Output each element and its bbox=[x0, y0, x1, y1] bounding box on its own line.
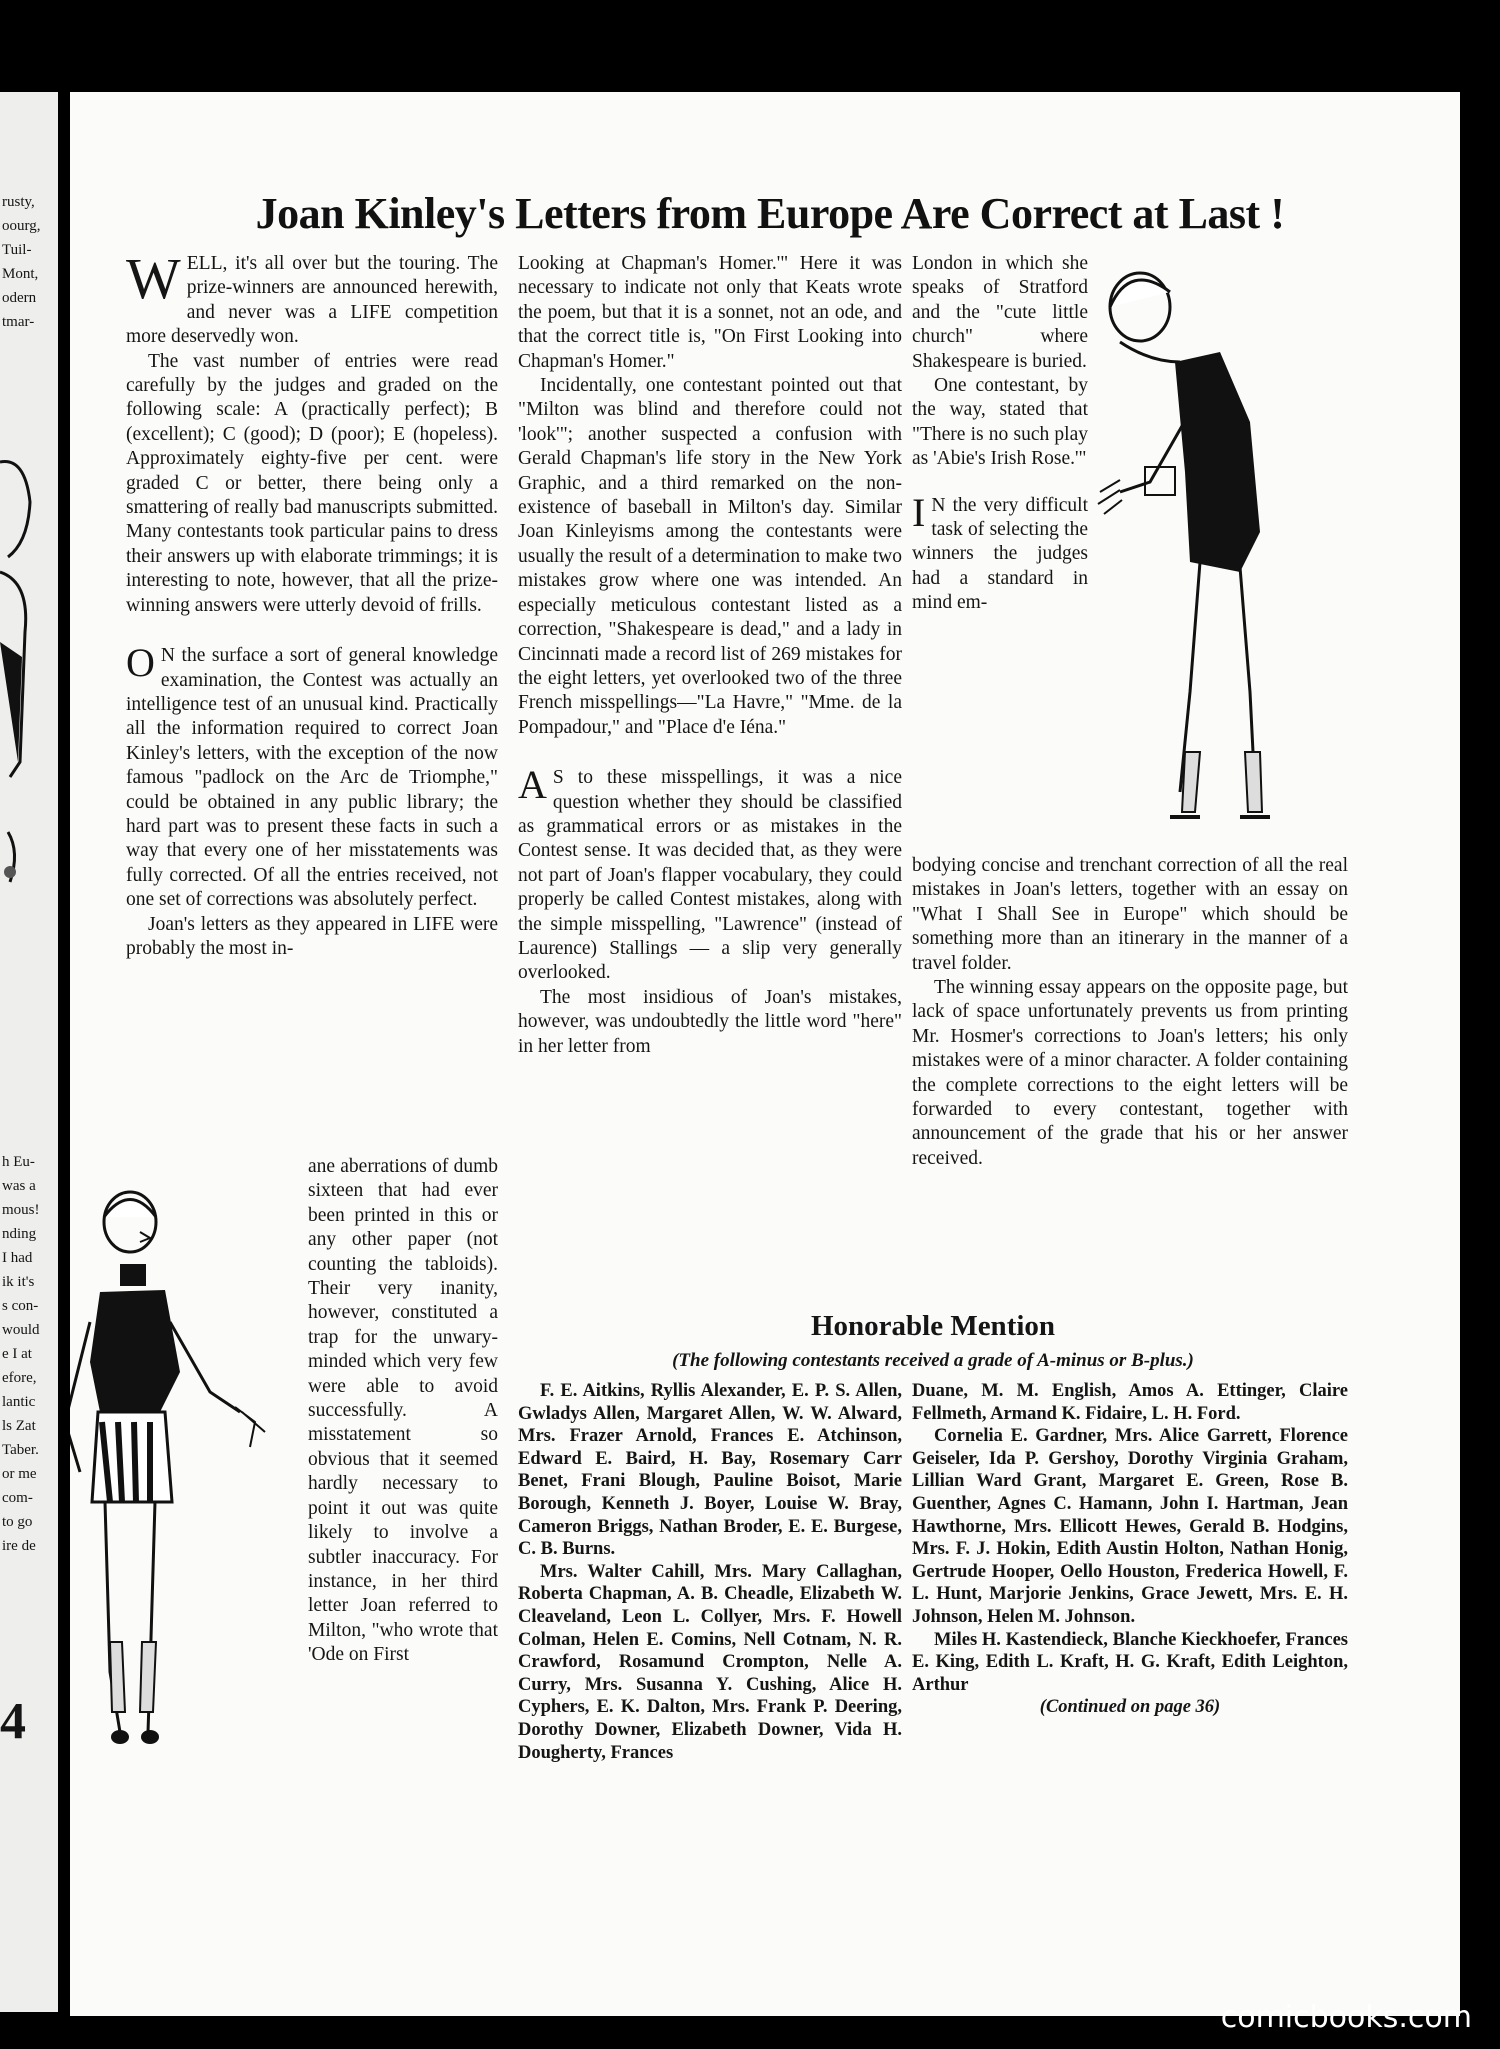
facing-page-edge bbox=[0, 92, 58, 2012]
article-column-3 bbox=[912, 252, 1088, 616]
article-paragraph: Joan's letters as they appeared in LIFE were probably the most in- bbox=[126, 913, 498, 959]
article-column-1 bbox=[126, 246, 498, 961]
drop-cap: W bbox=[126, 246, 181, 311]
facing-page-fragment: com- bbox=[2, 1490, 33, 1506]
facing-page-fragment: nding bbox=[2, 1226, 37, 1242]
article-paragraph: I N the very difficult task of selecting the winners the judges had a standard in mind em- bbox=[912, 489, 1088, 614]
facing-page-fragment: s con- bbox=[2, 1298, 39, 1314]
facing-page-fragment: mous! bbox=[2, 1202, 40, 1218]
magazine-page bbox=[70, 92, 1460, 2016]
facing-page-fragment: ls Zat bbox=[2, 1418, 36, 1434]
facing-page-fragment: would bbox=[2, 1322, 40, 1338]
honorable-mention-column-2 bbox=[912, 1380, 1348, 1719]
drop-cap: O bbox=[126, 640, 155, 686]
facing-page-fragment: was a bbox=[2, 1178, 36, 1194]
article-column-1-continued bbox=[308, 1155, 498, 1668]
facing-page-fragment: ik it's bbox=[2, 1274, 35, 1290]
name-list-paragraph: F. E. Aitkins, Ryllis Alexander, E. P. S. Allen, Gwladys Allen, Margaret Allen, W. W. Alward, Mrs. Frazer Arnold, Frances E. Atchinson, Edward E. Baird, H. Bay, Rosemary Carr Benet, Frani Blough, Pauline Boisot, Marie Borough, Kenneth J. Boyer, Louise W. Bray, Cameron Briggs, Nathan Broder, E. E. Burgese, C. B. Burns. bbox=[518, 1381, 902, 1560]
article-paragraph: ane aberrations of dumb sixteen that had ever been printed in this or any other paper (not counting the tabloids). Their very inanity, however, constituted a trap for the unwary-minded which very few were able to avoid successfully. A misstatement so obvious that it seemed hardly necessary to point it out was quite likely to involve a subtler inaccuracy. For instance, in her third letter Joan referred to Milton, "who wrote that 'Ode on First bbox=[308, 1156, 498, 1666]
article-paragraph: O N the surface a sort of general knowledge examination, the Contest was actually an intelligence test of an unusual kind. Practically all the information required to correct Joan Kinley's letters, with the exception of the now famous "padlock on the Arc de Triomphe," could be obtained in any public library; the hard part was to present these facts in such a way that every one of her misstatements was fully corrected. Of all the entries received, not one set of corrections was absolutely perfect. bbox=[126, 640, 498, 911]
name-list-paragraph: Duane, M. M. English, Amos A. Ettinger, Claire Fellmeth, Armand K. Fidaire, L. H. Ford. bbox=[912, 1381, 1348, 1424]
facing-page-fragment: odern bbox=[2, 290, 37, 306]
drop-cap: A bbox=[518, 762, 547, 808]
article-paragraph: WELL, it's all over but the touring. The prize-winners are announced herewith, and never was a LIFE competition more deservedly won. bbox=[126, 246, 498, 348]
facing-page-number: 4 bbox=[0, 1693, 26, 1750]
facing-page-fragment: oourg, bbox=[2, 218, 41, 234]
watermark: comicbooks.com bbox=[1220, 2000, 1472, 2035]
headline: Joan Kinley's Letters from Europe Are Correct at Last ! bbox=[255, 189, 1285, 238]
article-paragraph: Incidentally, one contestant pointed out that "Milton was blind and therefore could not 'look'"; another suspected a confusion with Gerald Chapman's life story in the New York Graphic, and a third remarked on the non-existence of baseball in Milton's day. Similar Joan Kinleyisms among the contestants were usually the result of a determination to make two mistakes grow where one was intended. An especially meticulous contestant listed as a correction, "Shakespeare is dead," and a lady in Cincinnati made a record list of 269 mistakes for the eight letters, yet overlooked two of the three French misspellings—"La Havre," "Mme. de la Pompadour," and "Place d'e Iéna." bbox=[518, 375, 902, 738]
facing-page-fragment: rusty, bbox=[2, 194, 35, 210]
facing-page-fragment: efore, bbox=[2, 1370, 37, 1386]
facing-page-fragment: tmar- bbox=[2, 314, 35, 330]
article-paragraph: One contestant, by the way, stated that "There is no such play as 'Abie's Irish Rose.'" bbox=[912, 375, 1088, 470]
facing-page-fragment: Mont, bbox=[2, 266, 39, 282]
name-list-paragraph: Mrs. Walter Cahill, Mrs. Mary Callaghan, Roberta Chapman, A. B. Cheadle, Elizabeth W. Cleaveland, Leon L. Collyer, Mrs. F. Howell Colman, Helen E. Comins, Nell Cotnam, N. R. Crawford, Rosamund Crompton, Nelle A. Curry, Mrs. Susanna Y. Cushing, Alice H. Cyphers, E. K. Dalton, Mrs. Frank P. Deering, Dorothy Downer, Elizabeth Downer, Vida H. Dougherty, Frances bbox=[518, 1561, 902, 1763]
facing-page-fragment: or me bbox=[2, 1466, 37, 1482]
facing-page-fragment: e I at bbox=[2, 1346, 32, 1362]
article-paragraph: The vast number of entries were read carefully by the judges and graded on the following scale: A (practically perfect); B (excellent); C (good); D (poor); E (hopeless). Approximately eighty-five per cent. were graded C or better, there being only a smattering of really bad manuscripts submitted. Many contestants took particular pains to dress their answers up with elaborate trimmings; it is interesting to note, however, that all the prize-winning answers were utterly devoid of frills. bbox=[126, 350, 498, 616]
article-paragraph: A S to these misspellings, it was a nice question whether they should be classified as grammatical errors or as mistakes in the Contest sense. It was decided that, as they were not part of Joan's flapper vocabulary, they could properly be called Contest mistakes, along with the simple misspelling, "Lawrence" (instead of Laurence) Stallings — a slip very generally overlooked. bbox=[518, 762, 902, 984]
facing-page-fragment: Tuil- bbox=[2, 242, 32, 258]
article-column-3-continued bbox=[912, 854, 1348, 1171]
name-list-paragraph: Cornelia E. Gardner, Mrs. Alice Garrett, Florence Geiseler, Ida P. Gershoy, Dorothy Virginia Graham, Lillian Ward Grant, Margaret E. Green, Rose B. Guenther, Agnes C. Hamann, John I. Hartman, Jean Hawthorne, Mrs. Ellicott Hewes, Gerald B. Hodgins, Mrs. F. J. Hokin, Edith Austin Holton, Nathan Honig, Gertrude Hooper, Oello Houston, Frederica Howell, F. L. Hunt, Marjorie Jenkins, Grace Jewett, Mrs. E. H. Johnson, Helen M. Johnson. bbox=[912, 1426, 1348, 1627]
facing-page-fragment: lantic bbox=[2, 1394, 36, 1410]
article-paragraph: The winning essay appears on the opposite page, but lack of space unfortunately prevents us from printing Mr. Hosmer's corrections to Joan's letters; his only mistakes were of a minor character. A folder containing the complete corrections to the eight letters will be forwarded to every contestant, together with announcement of the grade that his or her answer received. bbox=[912, 977, 1348, 1169]
facing-page-fragment: I had bbox=[2, 1250, 33, 1266]
continued-note: (Continued on page 36) bbox=[1039, 1697, 1221, 1718]
drop-cap: I bbox=[912, 489, 926, 535]
flapper-illustration-left bbox=[70, 1172, 290, 1822]
name-list-paragraph: Miles H. Kastendieck, Blanche Kieckhoefer, Frances E. King, Edith L. Kraft, H. G. Kraft, Edith Leighton, Arthur bbox=[912, 1629, 1348, 1695]
facing-page-illustration bbox=[0, 432, 58, 892]
facing-page-fragment: h Eu- bbox=[2, 1154, 35, 1170]
facing-page-fragment: ire de bbox=[2, 1538, 36, 1554]
article-paragraph: The most insidious of Joan's mistakes, however, was undoubtedly the little word "here" in her letter from bbox=[518, 986, 902, 1057]
facing-page-fragment: to go bbox=[2, 1514, 33, 1530]
article-paragraph: Looking at Chapman's Homer.'" Here it was necessary to indicate not only that Keats wrote the poem, but that it is a sonnet, not an ode, and that the correct title is, "On First Looking into Chapman's Homer." bbox=[518, 253, 902, 372]
article-column-2 bbox=[518, 252, 902, 1059]
article-paragraph: bodying concise and trenchant correction of all the real mistakes in Joan's letters, together with an essay on "What I Shall See in Europe" which should be something more than an itinerary in the manner of a travel folder. bbox=[912, 855, 1348, 974]
honorable-mention-title: Honorable Mention bbox=[810, 1310, 1056, 1342]
honorable-mention-column-1 bbox=[518, 1380, 902, 1764]
facing-page-fragment: Taber. bbox=[2, 1442, 39, 1458]
article-paragraph: London in which she speaks of Stratford and the "cute little church" where Shakespeare is buried. bbox=[912, 253, 1088, 372]
honorable-mention-subtitle: (The following contestants received a grade of A-minus or B-plus.) bbox=[672, 1350, 1194, 1371]
flapper-illustration-right bbox=[1090, 252, 1350, 852]
